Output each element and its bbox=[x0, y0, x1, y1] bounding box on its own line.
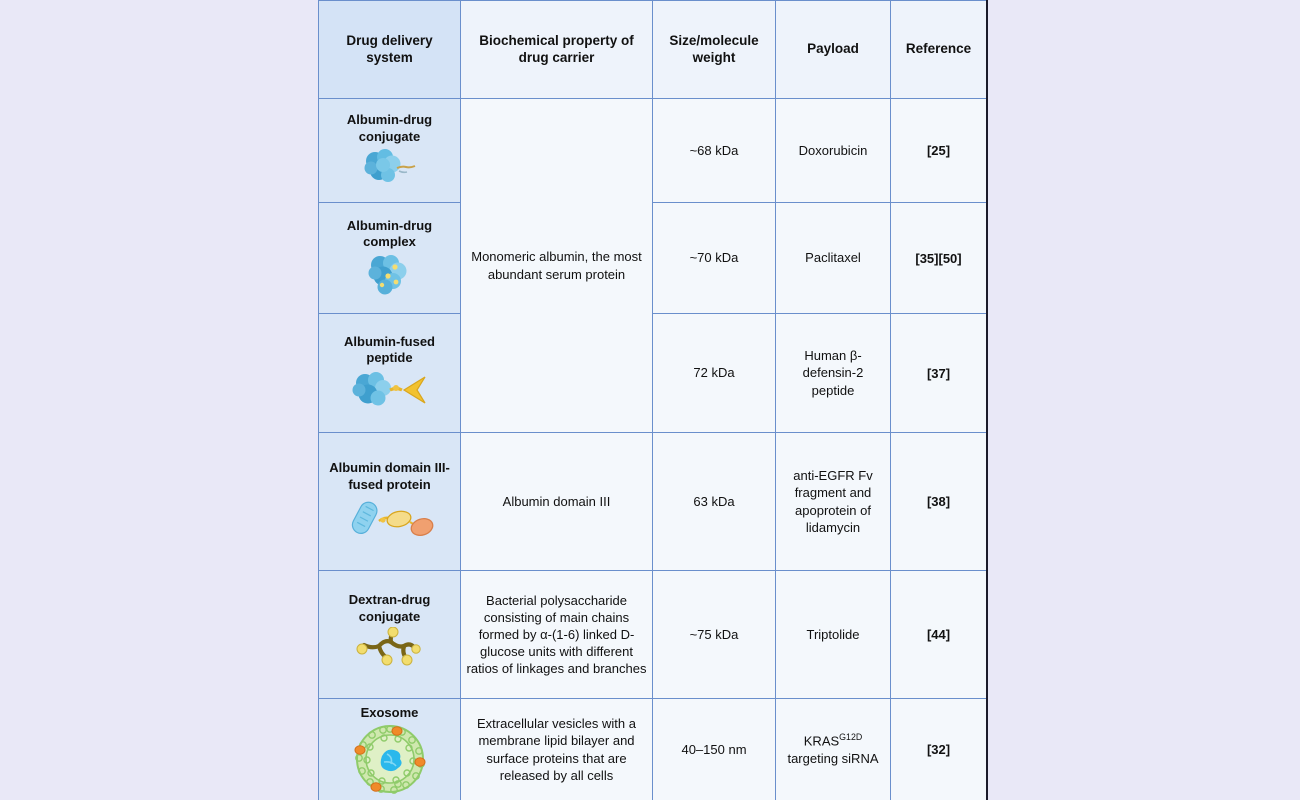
cell-system-dextran-conjugate bbox=[319, 571, 461, 699]
cell-property-dextran: Bacterial polysaccharide consisting of main chains formed by α-(1-6) linked D-glucose units with different ratios of linkages and branches bbox=[461, 571, 653, 699]
header-biochemical-property: Biochemical property of drug carrier bbox=[461, 1, 653, 99]
cell-size-row5: ~75 kDa bbox=[653, 571, 776, 699]
cell-size-row3: 72 kDa bbox=[653, 314, 776, 433]
cell-payload-row6 bbox=[776, 699, 891, 800]
header-payload: Payload bbox=[776, 1, 891, 99]
header-drug-delivery-system: Drug delivery system bbox=[319, 1, 461, 99]
table-row bbox=[319, 203, 987, 314]
system-label: Albumin-drug complex bbox=[346, 217, 433, 249]
albumin-complex-icon bbox=[323, 252, 456, 298]
cell-reference-row5: [44] bbox=[891, 571, 987, 699]
albumin-fused-peptide-icon bbox=[323, 368, 456, 412]
cell-payload-row3: Human β-defensin-2 peptide bbox=[776, 314, 891, 433]
cell-size-row6: 40–150 nm bbox=[653, 699, 776, 800]
cell-reference-row1: [25] bbox=[891, 99, 987, 203]
table-row bbox=[319, 314, 987, 433]
cell-size-row2: ~70 kDa bbox=[653, 203, 776, 314]
cell-property-monomeric-albumin: Monomeric albumin, the most abundant serum protein bbox=[461, 99, 653, 433]
cell-property-albumin-domain3: Albumin domain III bbox=[461, 433, 653, 571]
cell-payload-row5: Triptolide bbox=[776, 571, 891, 699]
system-label: Albumin domain III-fused protein bbox=[329, 460, 450, 492]
dextran-conjugate-icon bbox=[323, 627, 456, 677]
cell-reference-row4: [38] bbox=[891, 433, 987, 571]
albumin-domain3-protein-icon bbox=[323, 495, 456, 543]
albumin-conjugate-icon bbox=[323, 147, 456, 189]
cell-payload-row2: Paclitaxel bbox=[776, 203, 891, 314]
cell-system-exosome bbox=[319, 699, 461, 800]
cell-property-exosome: Extracellular vesicles with a membrane lipid bilayer and surface proteins that are released by all cells bbox=[461, 699, 653, 800]
cell-system-albumin-drug-conjugate bbox=[319, 99, 461, 203]
system-label: Albumin-fused peptide bbox=[344, 333, 435, 365]
system-label: Dextran-drug conjugate bbox=[348, 592, 431, 624]
cell-payload-row4: anti-EGFR Fv fragment and apoprotein of lidamycin bbox=[776, 433, 891, 571]
figure-plate bbox=[318, 0, 988, 800]
cell-reference-row6: [32] bbox=[891, 699, 987, 800]
cell-system-albumin-drug-complex bbox=[319, 203, 461, 314]
payload-sirna-label: targeting siRNA bbox=[787, 750, 879, 766]
table-row bbox=[319, 699, 987, 800]
system-label: Exosome bbox=[360, 705, 419, 721]
payload-kras-superscript: G12D bbox=[839, 732, 863, 743]
table-row bbox=[319, 99, 987, 203]
cell-size-row4: 63 kDa bbox=[653, 433, 776, 571]
table-row bbox=[319, 433, 987, 571]
cell-system-albumin-domain3 bbox=[319, 433, 461, 571]
header-size-molecule-weight: Size/molecule weight bbox=[653, 1, 776, 99]
cell-size-row1: ~68 kDa bbox=[653, 99, 776, 203]
system-label: Albumin-drug conjugate bbox=[346, 112, 433, 144]
table-header-row bbox=[319, 1, 987, 99]
cell-reference-row2: [35][50] bbox=[891, 203, 987, 314]
exosome-icon bbox=[323, 724, 456, 794]
cell-payload-row1: Doxorubicin bbox=[776, 99, 891, 203]
cell-reference-row3: [37] bbox=[891, 314, 987, 433]
payload-kras-label: KRAS bbox=[803, 733, 840, 749]
drug-delivery-systems-table bbox=[318, 0, 987, 800]
cell-system-albumin-fused-peptide bbox=[319, 314, 461, 433]
header-reference: Reference bbox=[891, 1, 987, 99]
table-row bbox=[319, 571, 987, 699]
